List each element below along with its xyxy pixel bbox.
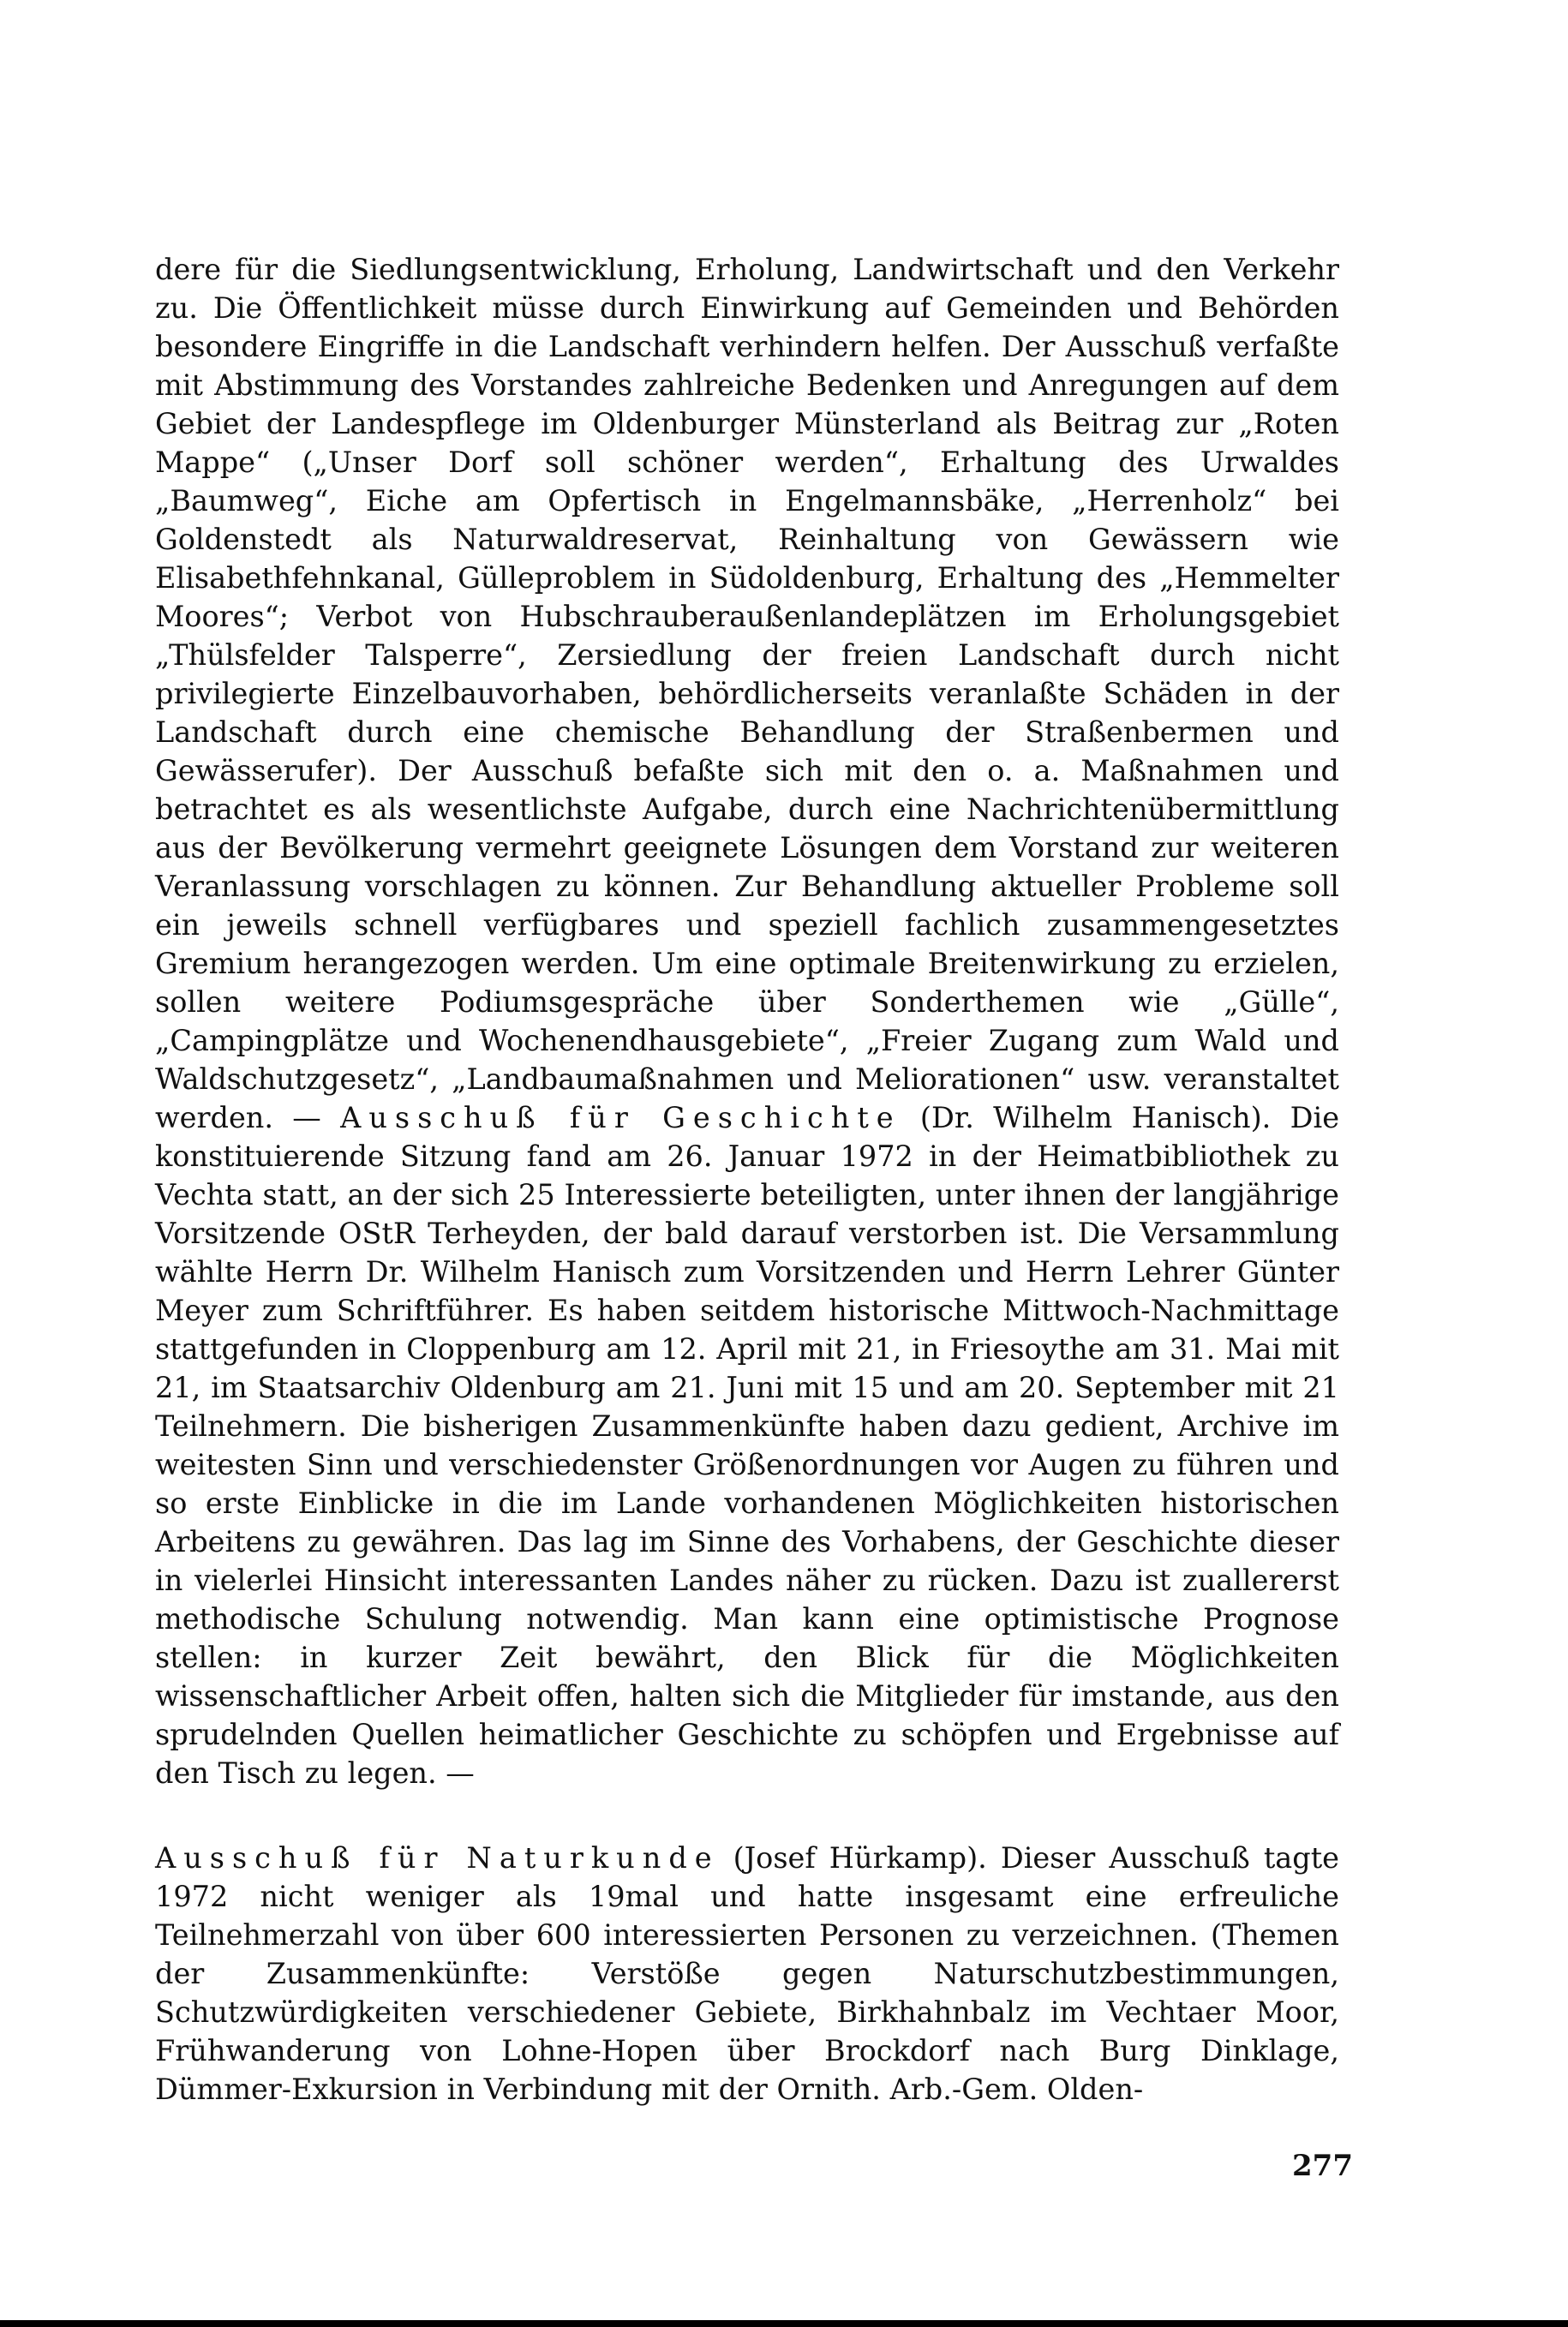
scan-edge-border <box>0 2320 1568 2327</box>
committee-heading-geschichte: Ausschuß für Geschichte <box>340 1101 901 1134</box>
body-paragraph-landespflege-geschichte <box>155 250 1339 1792</box>
text-run: (Josef Hürkamp). Dieser Ausschuß tagte 1972 nicht weniger als 19mal und hatte insgesamt eine erfreuliche Teilnehmerzahl von über 600 interessierten Personen zu verzeichnen. (Themen der Zusammenkünfte: Verstöße gegen Naturschutzbestimmungen, Schutzwürdigkeiten verschiedener Gebiete, Birkhahnbalz im Vechtaer Moor, Frühwanderung von Lohne-Hopen über Brockdorf nach Burg Dinklage, Dümmer-Exkursion in Verbindung mit der Ornith. Arb.-Gem. Olden- <box>155 1841 1339 2106</box>
paragraph-text <box>155 1839 1339 2109</box>
body-paragraph-naturkunde <box>155 1839 1339 2109</box>
text-run: dere für die Siedlungsentwicklung, Erholung, Landwirtschaft und den Verkehr zu. Die Öffentlichkeit müsse durch Einwirkung auf Gemeinden und Behörden besondere Eingriffe in die Landschaft verhindern helfen. Der Ausschuß verfaßte mit Abstimmung des Vorstandes zahlreiche Bedenken und Anregungen auf dem Gebiet der Landespflege im Oldenburger Münsterland als Beitrag zur „Roten Mappe“ („Unser Dorf soll schöner werden“, Erhaltung des Urwaldes „Baumweg“, Eiche am Opfertisch in Engelmannsbäke, „Herrenholz“ bei Goldenstedt als Naturwaldreservat, Reinhaltung von Gewässern wie Elisabethfehnkanal, Gülleproblem in Südoldenburg, Erhaltung des „Hemmelter Moores“; Verbot von Hubschrauberaußenlandeplätzen im Erholungsgebiet „Thülsfelder Talsperre“, Zersiedlung der freien Landschaft durch nicht privilegierte Einzelbauvorhaben, behördlicherseits veranlaßte Schäden in der Landschaft durch eine chemische Behandlung der Straßenbermen und Gewässerufer). Der Ausschuß befaßte sich mit den o. a. Maßnahmen und betrachtet es als wesentlichste Aufgabe, durch eine Nachrichtenübermittlung aus der Bevölkerung vermehrt geeignete Lösungen dem Vorstand zur weiteren Veranlassung vorschlagen zu können. Zur Behandlung aktueller Probleme soll ein jeweils schnell verfügbares und speziell fachlich zusammengesetztes Gremium herangezogen werden. Um eine optimale Breitenwirkung zu erzielen, sollen weitere Podiumsgespräche über Sonderthemen wie „Gülle“, „Campingplätze und Wochenendhausgebiete“, „Freier Zugang zum Wald und Waldschutzgesetz“, „Landbaumaßnahmen und Meliorationen“ usw. veranstaltet werden. — <box>155 253 1339 1134</box>
text-run: (Dr. Wilhelm Hanisch). Die konstituierende Sitzung fand am 26. Januar 1972 in der Heimatbibliothek zu Vechta statt, an der sich 25 Interessierte beteiligten, unter ihnen der langjährige Vorsitzende OStR Terheyden, der bald darauf verstorben ist. Die Versammlung wählte Herrn Dr. Wilhelm Hanisch zum Vorsitzenden und Herrn Lehrer Günter Meyer zum Schriftführer. Es haben seitdem historische Mittwoch-Nachmittage stattgefunden in Cloppenburg am 12. April mit 21, in Friesoythe am 31. Mai mit 21, im Staatsarchiv Oldenburg am 21. Juni mit 15 und am 20. September mit 21 Teilnehmern. Die bisherigen Zusammenkünfte haben dazu gedient, Archive im weitesten Sinn und verschiedenster Größenordnungen vor Augen zu führen und so erste Einblicke in die im Lande vorhandenen Möglichkeiten historischen Arbeitens zu gewähren. Das lag im Sinne des Vorhabens, der Geschichte dieser in vielerlei Hinsicht interessanten Landes näher zu rücken. Dazu ist zuallererst methodische Schulung notwendig. Man kann eine optimistische Prognose stellen: in kurzer Zeit bewährt, den Blick für die Möglichkeiten wissenschaftlicher Arbeit offen, halten sich die Mitglieder für imstande, aus den sprudelnden Quellen heimatlicher Geschichte zu schöpfen und Ergebnisse auf den Tisch zu legen. — <box>155 1101 1340 1790</box>
committee-heading-naturkunde: Ausschuß für Naturkunde <box>155 1841 720 1875</box>
paragraph-text <box>155 250 1339 1792</box>
page-number: 277 <box>1292 2149 1353 2183</box>
